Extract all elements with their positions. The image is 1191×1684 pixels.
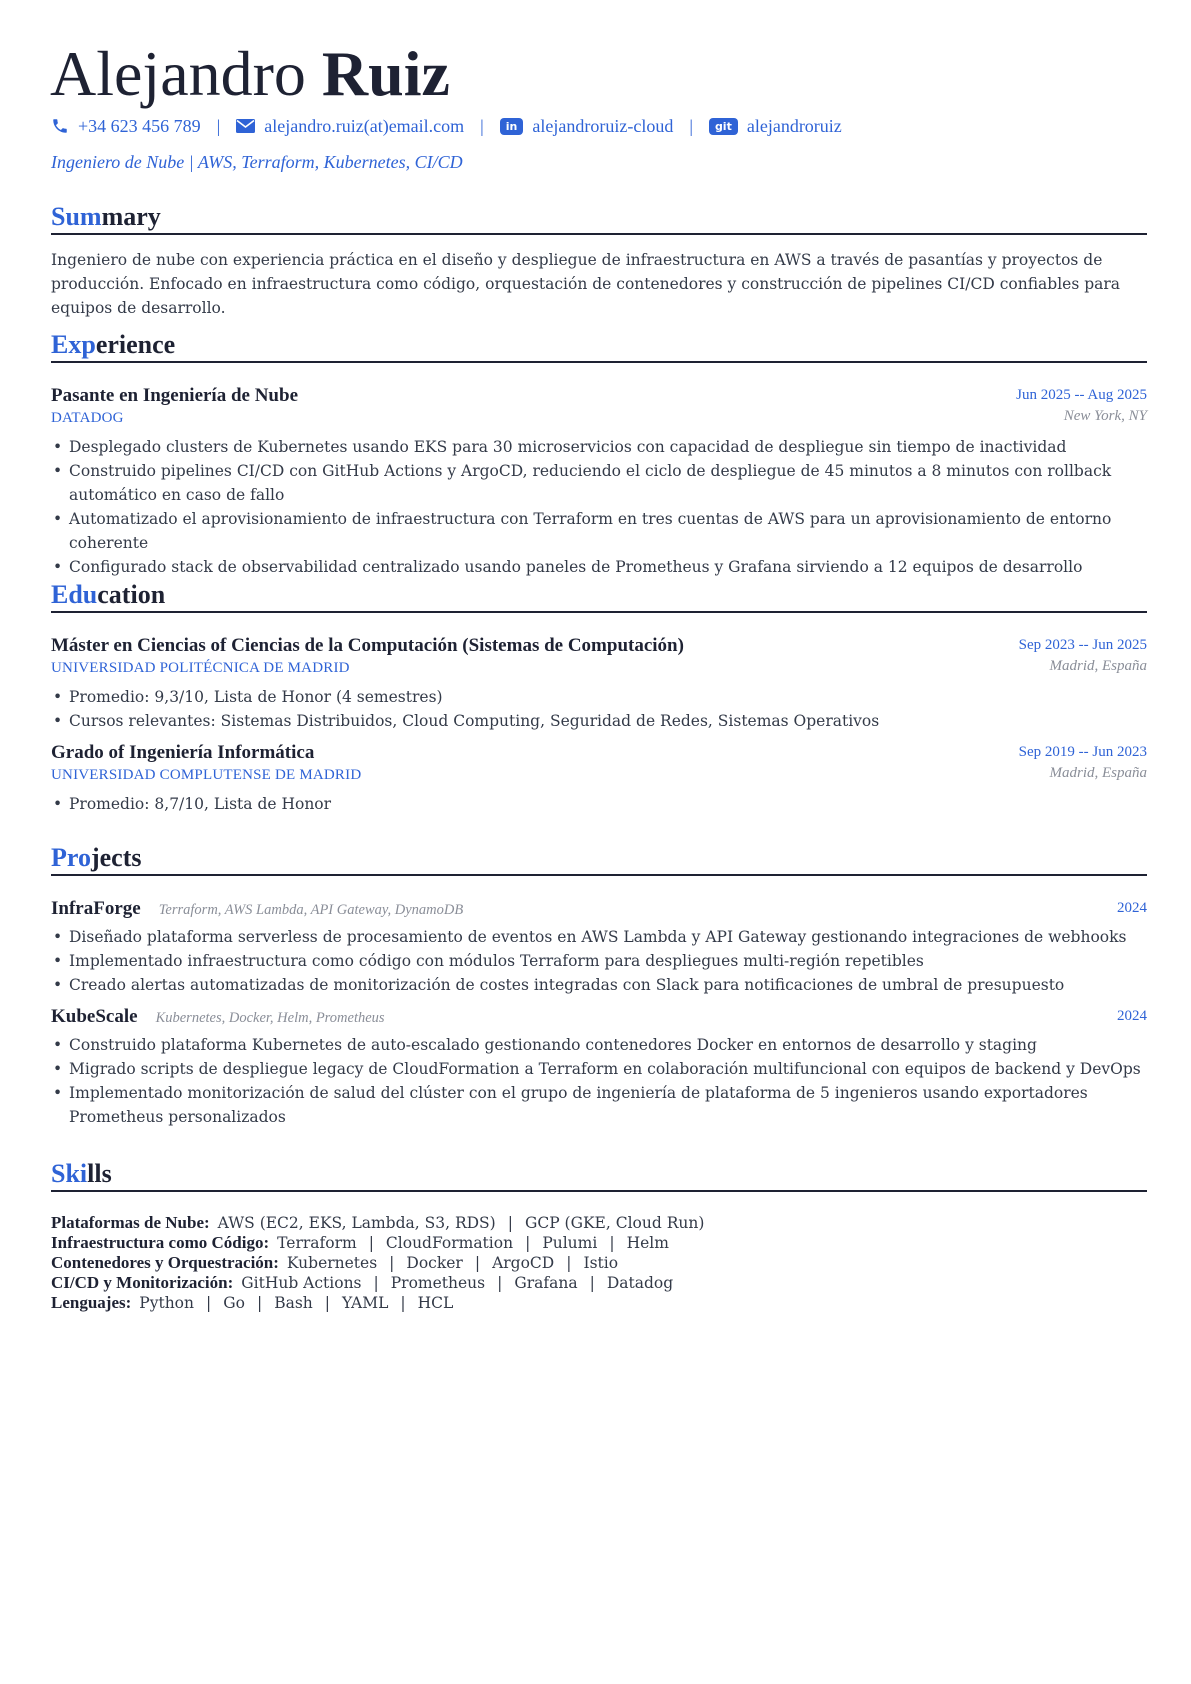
- skills-section: [51, 1156, 1147, 1192]
- skill-item: Bash: [274, 1294, 313, 1312]
- skill-separator: |: [324, 1294, 330, 1312]
- skill-separator: |: [589, 1274, 595, 1292]
- skill-item: Helm: [626, 1234, 669, 1252]
- first-name: Alejandro: [50, 38, 306, 109]
- list-item: • Desplegado clusters de Kubernetes usando EKS para 30 microservicios con capacidad de despliegue sin tiempo de inactividad: [51, 435, 1147, 459]
- list-item: • Construido plataforma Kubernetes de auto-escalado gestionando contenedores Docker en entornos de desarrollo y staging: [51, 1033, 1147, 1057]
- skill-item: CloudFormation: [385, 1234, 514, 1252]
- list-item: • Construido pipelines CI/CD con GitHub Actions y ArgoCD, reduciendo el ciclo de despliegue de 45 minutos a 8 minutos con rollback automático en caso de fallo: [51, 459, 1147, 507]
- linkedin-handle: alejandroruiz-cloud: [532, 115, 674, 136]
- date-range: Sep 2019 -- Jun 2023: [1018, 744, 1147, 760]
- skill-category-label: Plataformas de Nube:: [51, 1213, 210, 1232]
- list-item: • Migrado scripts de despliegue legacy de CloudFormation a Terraform en colaboración multifuncional con equipos de backend y DevOps: [51, 1057, 1147, 1081]
- last-name: Ruiz: [321, 38, 450, 109]
- institution-name: UNIVERSIDAD COMPLUTENSE DE MADRID: [51, 767, 362, 783]
- skill-row: [51, 1233, 1147, 1253]
- degree-title: Grado of Ingeniería Informática: [51, 742, 315, 763]
- summary-heading: Summary: [51, 202, 161, 231]
- degree-title: Máster en Ciencias of Ciencias de la Computación (Sistemas de Computación): [51, 635, 684, 656]
- candidate-name: [50, 36, 450, 112]
- contact-linkedin[interactable]: [500, 116, 674, 137]
- skill-item: GitHub Actions: [241, 1274, 362, 1292]
- skill-item: Istio: [583, 1254, 619, 1272]
- skill-separator: |: [389, 1254, 395, 1272]
- skill-item: Terraform: [277, 1234, 357, 1252]
- institution-name: UNIVERSIDAD POLITÉCNICA DE MADRID: [51, 660, 350, 676]
- project-name: InfraForge: [51, 898, 141, 919]
- project-title: [51, 1006, 385, 1029]
- skill-item: Prometheus: [390, 1274, 486, 1292]
- list-item: • Implementado monitorización de salud del clúster con el grupo de ingeniería de plataforma de 5 ingenieros usando exportadores Prometheus personalizados: [51, 1081, 1147, 1129]
- envelope-icon: [236, 119, 255, 133]
- projects-heading: Projects: [51, 843, 142, 872]
- skill-separator: |: [525, 1234, 531, 1252]
- bullet-list: [51, 1033, 1147, 1129]
- section-heading: [51, 577, 1147, 613]
- skill-separator: |: [368, 1234, 374, 1252]
- job-title: Pasante en Ingeniería de Nube: [51, 385, 298, 406]
- github-icon: git: [709, 118, 738, 135]
- location: Madrid, España: [1049, 658, 1147, 674]
- skill-item: Grafana: [514, 1274, 578, 1292]
- section-heading: [51, 1156, 1147, 1192]
- contact-github[interactable]: [709, 116, 842, 137]
- skill-item: ArgoCD: [492, 1254, 555, 1272]
- project-tech: Terraform, AWS Lambda, API Gateway, DynamoDB: [158, 902, 464, 918]
- contact-phone[interactable]: [51, 116, 201, 137]
- project-name: KubeScale: [51, 1006, 138, 1027]
- contact-separator: |: [480, 115, 484, 136]
- skills-heading: Skills: [51, 1159, 112, 1188]
- skill-item: Pulumi: [542, 1234, 598, 1252]
- skill-item: Python: [139, 1294, 194, 1312]
- skill-item: AWS (EC2, EKS, Lambda, S3, RDS): [217, 1214, 496, 1232]
- skill-separator: |: [256, 1294, 263, 1312]
- list-item: • Diseñado plataforma serverless de procesamiento de eventos en AWS Lambda y API Gateway gestionando integraciones de webhooks: [51, 925, 1147, 949]
- experience-heading: Experience: [51, 330, 176, 359]
- contact-bar: [51, 113, 842, 139]
- list-item: • Promedio: 8,7/10, Lista de Honor: [51, 792, 1147, 816]
- section-heading: [51, 840, 1147, 876]
- skill-separator: |: [507, 1214, 513, 1232]
- education-section: [51, 577, 1147, 813]
- project-title: [51, 898, 463, 921]
- list-item: • Configurado stack de observabilidad centralizado usando paneles de Prometheus y Grafana sirviendo a 12 equipos de desarrollo: [51, 555, 1147, 579]
- skills-list: [51, 1213, 1147, 1313]
- company-name: DATADOG: [51, 410, 124, 426]
- project-year: 2024: [1117, 900, 1147, 916]
- list-item: • Creado alertas automatizadas de monitorización de costes integradas con Slack para notificaciones de umbral de presupuesto: [51, 973, 1147, 997]
- bullet-list: [51, 685, 1147, 733]
- skill-item: Go: [223, 1294, 245, 1312]
- summary-section: [51, 199, 1147, 317]
- skill-separator: |: [400, 1294, 406, 1312]
- skill-separator: |: [373, 1274, 379, 1292]
- education-heading: Education: [51, 580, 166, 609]
- project-year: 2024: [1117, 1008, 1147, 1024]
- skill-category-label: Lenguajes:: [51, 1293, 132, 1312]
- projects-section: [51, 840, 1147, 1126]
- section-heading: [51, 199, 1147, 235]
- skill-separator: |: [497, 1274, 503, 1292]
- location: Madrid, España: [1049, 765, 1147, 781]
- phone-icon: [51, 117, 69, 135]
- project-tech: Kubernetes, Docker, Helm, Prometheus: [155, 1010, 385, 1026]
- list-item: • Cursos relevantes: Sistemas Distribuidos, Cloud Computing, Seguridad de Redes, Sistemas Operativos: [51, 709, 1147, 733]
- section-heading: [51, 327, 1147, 363]
- contact-email[interactable]: [236, 116, 464, 137]
- tagline: Ingeniero de Nube | AWS, Terraform, Kubernetes, CI/CD: [51, 152, 463, 172]
- skill-separator: |: [474, 1254, 481, 1272]
- contact-separator: |: [216, 115, 221, 136]
- contact-separator: |: [689, 115, 693, 136]
- skill-separator: |: [206, 1294, 212, 1312]
- date-range: Sep 2023 -- Jun 2025: [1018, 637, 1147, 653]
- skill-item: GCP (GKE, Cloud Run): [524, 1214, 705, 1232]
- list-item: • Implementado infraestructura como código con módulos Terraform para despliegues multi-región repetibles: [51, 949, 1147, 973]
- skill-item: Docker: [406, 1254, 463, 1272]
- experience-section: [51, 327, 1147, 576]
- skill-row: [51, 1213, 1147, 1233]
- bullet-list: [51, 435, 1147, 579]
- skill-separator: |: [566, 1254, 572, 1272]
- bullet-list: [51, 792, 1147, 816]
- skill-row: [51, 1253, 1147, 1273]
- bullet-list: [51, 925, 1147, 997]
- list-item: • Automatizado el aprovisionamiento de infraestructura con Terraform en tres cuentas de AWS para un aprovisionamiento de entorno coherente: [51, 507, 1147, 555]
- skill-item: YAML: [342, 1294, 389, 1312]
- skill-item: Kubernetes: [286, 1254, 378, 1272]
- list-item: • Promedio: 9,3/10, Lista de Honor (4 semestres): [51, 685, 1147, 709]
- skill-separator: |: [609, 1234, 615, 1252]
- phone-number: +34 623 456 789: [78, 115, 201, 136]
- github-handle: alejandroruiz: [746, 115, 842, 136]
- skill-category-label: Infraestructura como Código:: [51, 1233, 270, 1252]
- summary-text: Ingeniero de nube con experiencia práctica en el diseño y despliegue de infraestructura en AWS a través de pasantías y proyectos de producción. Enfocado en infraestructura como código, orquestación de contenedores y construcción de pipelines CI/CD confiables para equipos de desarrollo.: [51, 251, 1121, 317]
- skill-category-label: CI/CD y Monitorización:: [51, 1273, 234, 1292]
- location: New York, NY: [1063, 408, 1147, 424]
- email-address: alejandro.ruiz(at)email.com: [264, 115, 465, 136]
- skill-item: Datadog: [606, 1274, 674, 1292]
- skill-item: HCL: [417, 1294, 454, 1312]
- skill-row: [51, 1293, 1147, 1313]
- skill-category-label: Contenedores y Orquestración:: [51, 1253, 279, 1272]
- skill-row: [51, 1273, 1147, 1293]
- linkedin-icon: in: [500, 118, 524, 135]
- date-range: Jun 2025 -- Aug 2025: [1016, 387, 1147, 403]
